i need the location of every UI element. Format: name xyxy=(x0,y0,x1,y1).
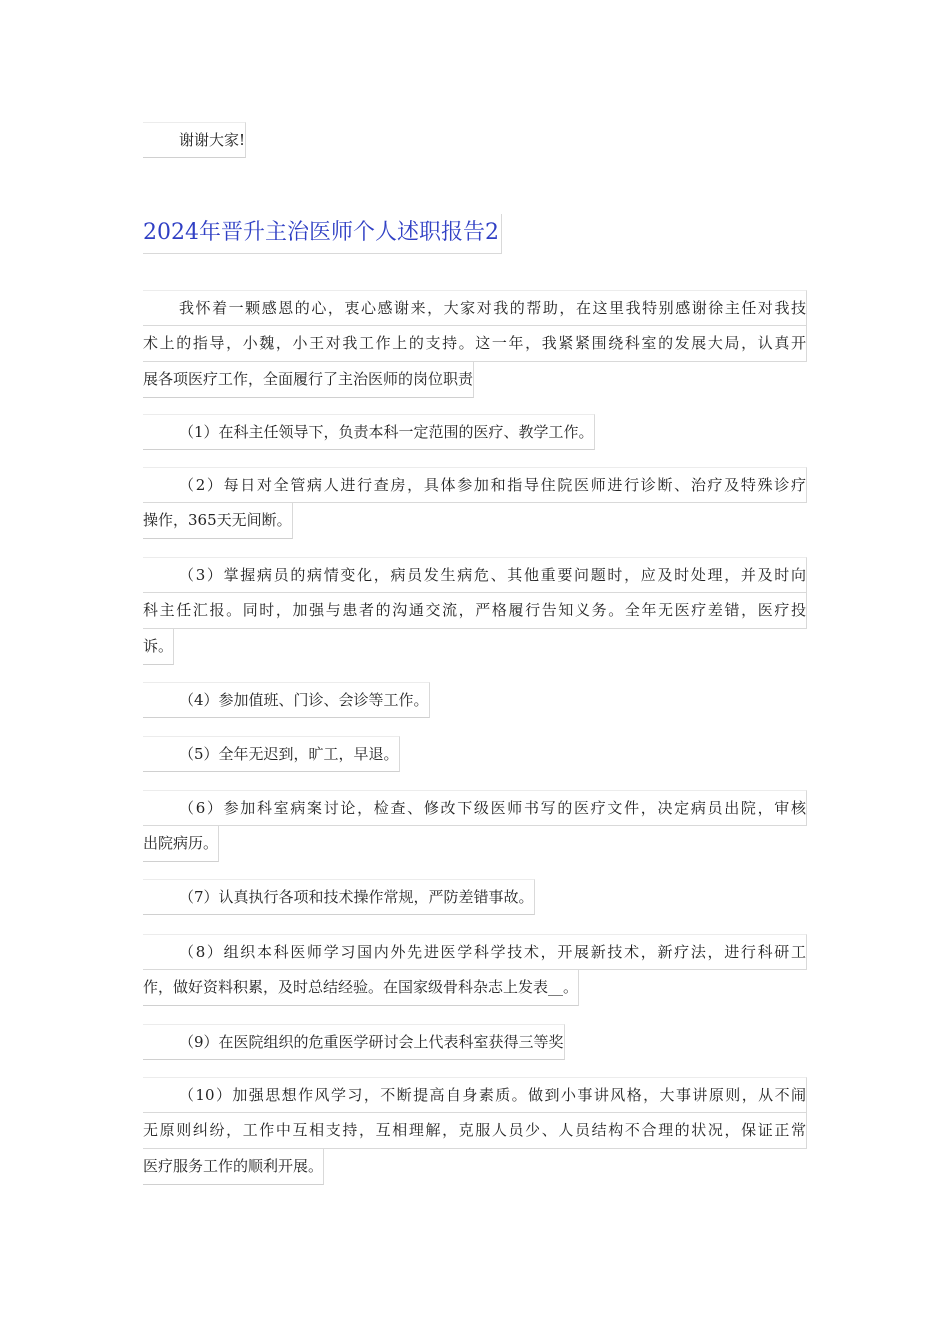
duty-item-4 xyxy=(143,682,807,718)
duty-item-5-line-1: （5）全年无迟到，旷工，早退。 xyxy=(143,736,400,772)
duty-item-3 xyxy=(143,557,807,665)
intro-line-1: 我怀着一颗感恩的心，衷心感谢来，大家对我的帮助，在这里我特别感谢徐主任对我技 xyxy=(143,290,807,326)
duty-item-6 xyxy=(143,790,807,862)
duty-item-3-line-1: （3）掌握病员的病情变化，病员发生病危、其他重要问题时，应及时处理，并及时向 xyxy=(143,557,807,593)
duty-item-1-line-1: （1）在科主任领导下，负责本科一定范围的医疗、教学工作。 xyxy=(143,414,595,450)
duty-item-9-line-1: （9）在医院组织的危重医学研讨会上代表科室获得三等奖 xyxy=(143,1024,565,1060)
intro-line-3: 展各项医疗工作，全面履行了主治医师的岗位职责 xyxy=(143,362,474,398)
duty-item-5 xyxy=(143,736,807,772)
duty-item-9 xyxy=(143,1024,807,1060)
duty-item-7 xyxy=(143,879,807,915)
duty-item-10-line-1: （10）加强思想作风学习，不断提高自身素质。做到小事讲风格，大事讲原则，从不闹 xyxy=(143,1077,807,1113)
duty-item-8 xyxy=(143,934,807,1006)
duty-item-1 xyxy=(143,414,807,450)
duty-item-6-line-1: （6）参加科室病案讨论，检查、修改下级医师书写的医疗文件，决定病员出院，审核 xyxy=(143,790,807,826)
closing-paragraph xyxy=(143,122,807,158)
duty-item-10 xyxy=(143,1077,807,1185)
intro-paragraph xyxy=(143,290,807,398)
intro-line-2: 术上的指导，小魏，小王对我工作上的支持。这一年，我紧紧围绕科室的发展大局，认真开 xyxy=(143,326,807,362)
duty-item-8-line-1: （8）组织本科医师学习国内外先进医学科学技术，开展新技术，新疗法，进行科研工 xyxy=(143,934,807,970)
duty-item-7-line-1: （7）认真执行各项和技术操作常规，严防差错事故。 xyxy=(143,879,535,915)
closing-text: 谢谢大家! xyxy=(143,122,246,158)
duty-item-2-line-2: 操作，365天无间断。 xyxy=(143,503,293,539)
duty-item-2 xyxy=(143,467,807,539)
duty-item-4-line-1: （4）参加值班、门诊、会诊等工作。 xyxy=(143,682,430,718)
duty-item-3-line-2: 科主任汇报。同时，加强与患者的沟通交流，严格履行告知义务。全年无医疗差错，医疗投 xyxy=(143,593,807,629)
duty-item-10-line-3: 医疗服务工作的顺利开展。 xyxy=(143,1149,324,1185)
report-heading: 2024年晋升主治医师个人述职报告2 xyxy=(143,214,502,254)
duty-item-10-line-2: 无原则纠纷，工作中互相支持，互相理解，克服人员少、人员结构不合理的状况，保证正常 xyxy=(143,1113,807,1149)
duty-item-8-line-2: 作，做好资料积累，及时总结经验。在国家级骨科杂志上发表__。 xyxy=(143,970,579,1006)
duty-item-6-line-2: 出院病历。 xyxy=(143,826,219,862)
duty-item-2-line-1: （2）每日对全管病人进行查房，具体参加和指导住院医师进行诊断、治疗及特殊诊疗 xyxy=(143,467,807,503)
duty-item-3-line-3: 诉。 xyxy=(143,629,174,665)
